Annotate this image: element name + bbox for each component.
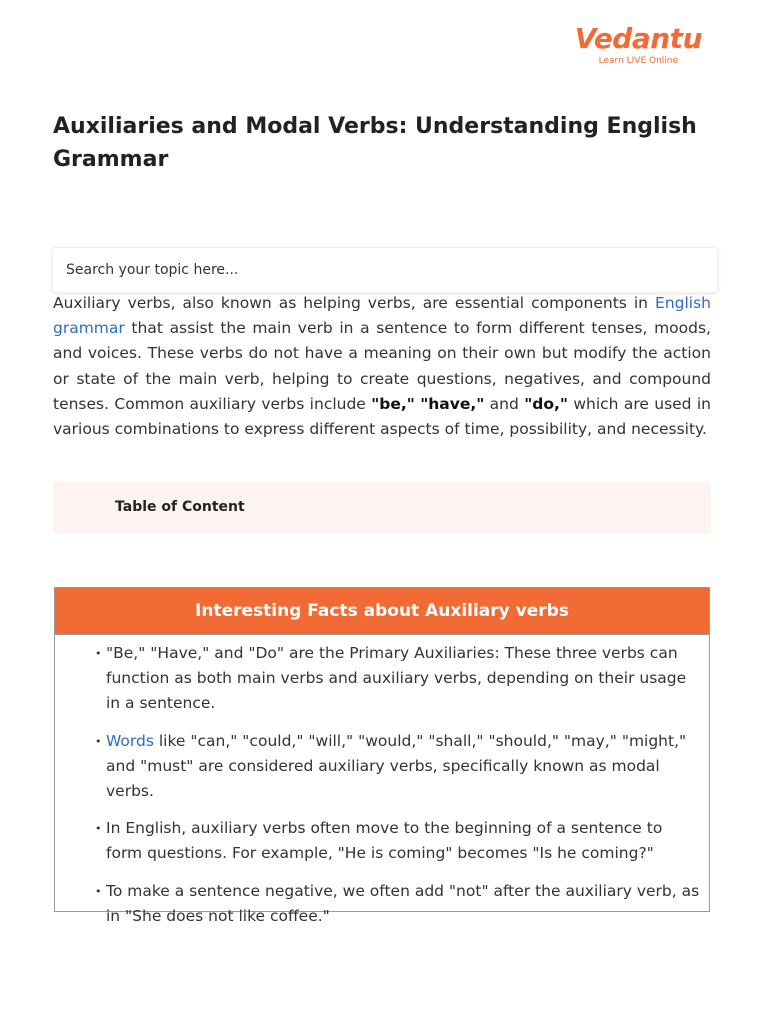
logo-wordmark: Vedantu [574,22,702,55]
facts-list [55,635,709,929]
fact-text: "Be," "Have," and "Do" are the Primary Auxiliaries: These three verbs can function as both main verbs and auxiliary verbs, depending on their usage in a sentence. [106,644,687,713]
facts-box [54,587,710,925]
intro-text-2: that assist the main verb in a sentence to form different tenses, moods, and voices. These verbs do not have a meaning on their own but modify the action or state of the main verb, helping to create questions, negatives, and compound tenses. Common auxiliary verbs include [53,319,711,413]
fact-text: To make a sentence negative, we often add "not" after the auxiliary verb, as in "She does not like coffee." [106,881,700,925]
search-input[interactable] [53,248,717,292]
fact-item [95,641,703,717]
fact-item [95,879,703,929]
table-of-content-toggle[interactable] [53,482,711,533]
fact-text: In English, auxiliary verbs often move to the beginning of a sentence to form questions. For example, "He is coming" becomes "Is he coming?" [106,819,663,863]
english-grammar-link[interactable]: English grammar [53,294,711,338]
intro-bold-do: "do," [524,394,568,413]
intro-paragraph [53,291,711,442]
toc-label: Table of Content [115,499,245,515]
facts-heading: Interesting Facts about Auxiliary verbs [55,588,709,635]
fact-item [95,729,703,805]
fact-item [95,816,703,866]
intro-bold-be: "be," [371,394,415,413]
intro-and: and [484,394,525,413]
logo-tagline: Learn LIVE Online [598,56,679,66]
page-title: Auxiliaries and Modal Verbs: Understanding English Grammar [53,114,697,172]
fact-text: like "can," "could," "will," "would," "shall," "should," "may," "might," and "must" are considered auxiliary verbs, specifically known as modal verbs. [106,731,687,801]
intro-text-3: which are used in various combinations to express different aspects of time, possibility, and necessity. [53,394,711,439]
search-box[interactable] [52,247,718,293]
intro-text-1: Auxiliary verbs, also known as helping verbs, are essential components in [53,294,656,312]
words-link[interactable]: Words [106,731,154,750]
vedantu-logo[interactable] [575,22,702,67]
intro-bold-have: "have," [420,394,485,413]
